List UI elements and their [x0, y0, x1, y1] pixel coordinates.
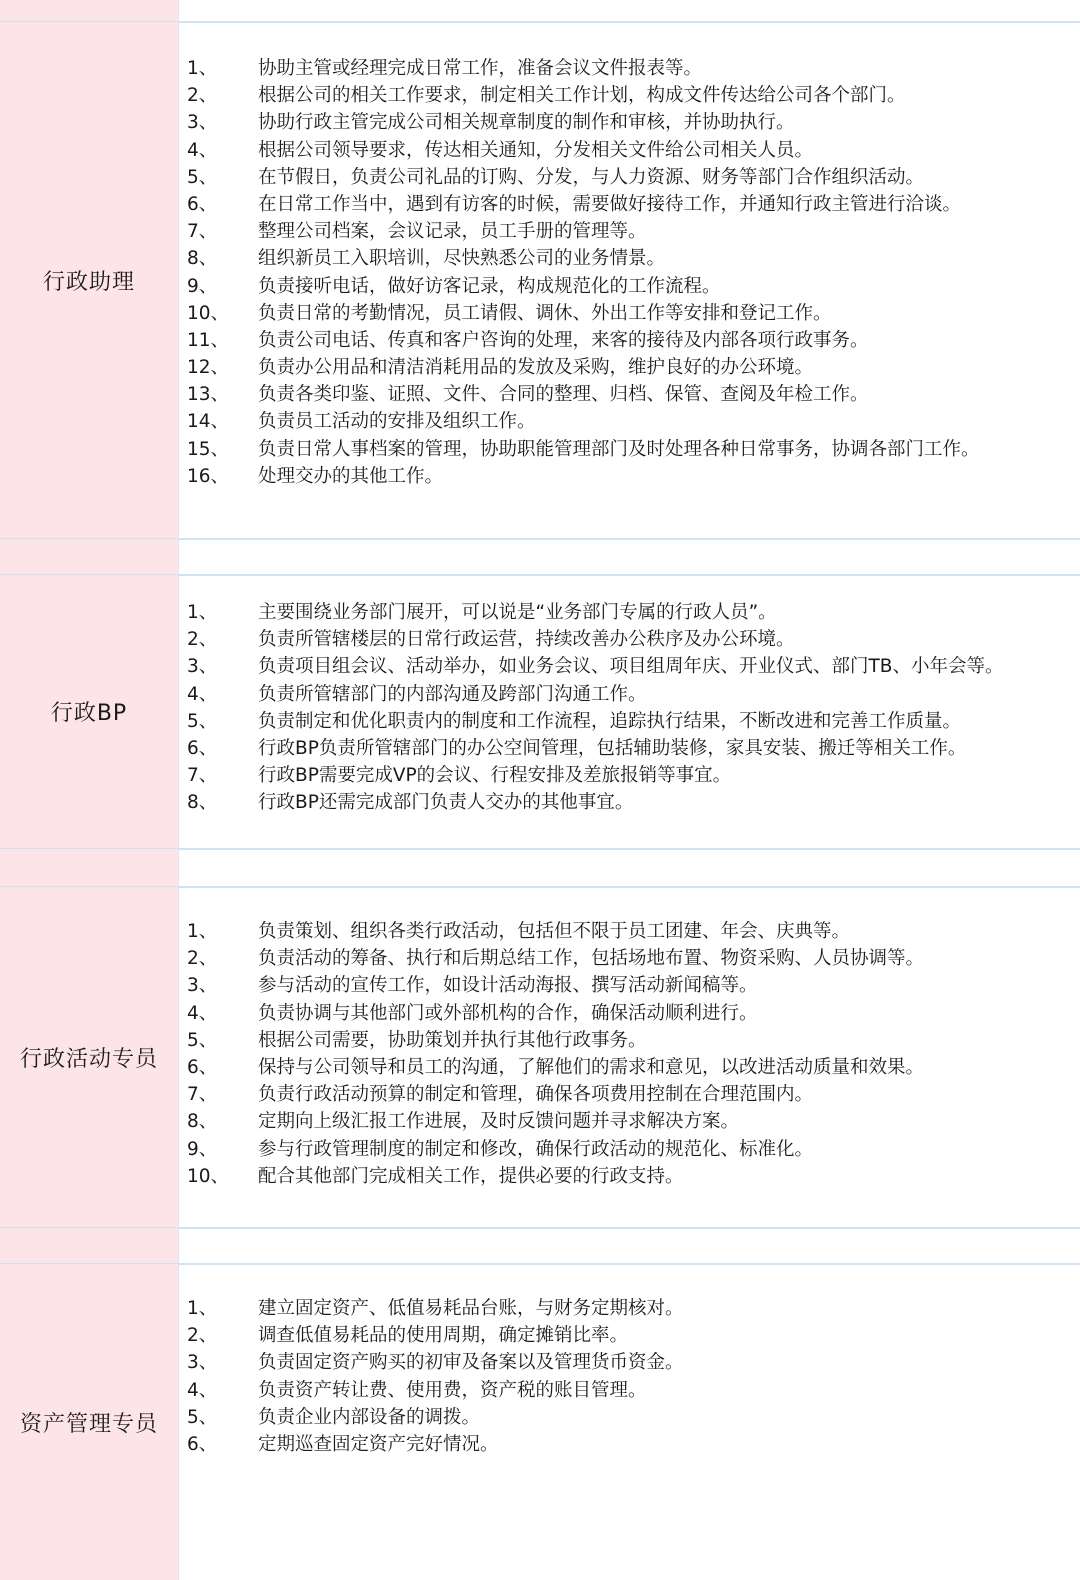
list-item: 3、 参与活动的宣传工作，如设计活动海报、撰写活动新闻稿等。	[187, 975, 758, 997]
spacer-row	[0, 0, 1080, 22]
list-item: 8、 行政BP还需完成部门负责人交办的其他事宜。	[187, 792, 634, 814]
list-item: 3、 负责固定资产购买的初审及备案以及管理货币资金。	[187, 1352, 684, 1374]
list-item: 15、 负责日常人事档案的管理，协助职能管理部门及时处理各种日常事务，协调各部门工作。	[187, 438, 980, 460]
section-content	[180, 887, 1080, 1227]
spacer-label-cell	[0, 539, 179, 575]
spacer-label-cell	[0, 1228, 179, 1264]
list-item: 8、 组织新员工入职培训，尽快熟悉公司的业务情景。	[187, 248, 666, 270]
list-item: 8、 定期向上级汇报工作进展，及时反馈问题并寻求解决方案。	[187, 1111, 740, 1133]
list-item: 1、 建立固定资产、低值易耗品台账，与财务定期核对。	[187, 1298, 684, 1319]
list-item: 5、 根据公司需要，协助策划并执行其他行政事务。	[187, 1029, 647, 1051]
list-item: 6、 在日常工作当中，遇到有访客的时候，需要做好接待工作，并通知行政主管进行洽谈。	[187, 193, 962, 215]
section-title	[0, 22, 179, 538]
section-title	[0, 1264, 179, 1580]
duty-list	[180, 1295, 1080, 1458]
list-item: 7、 负责行政活动预算的制定和管理，确保各项费用控制在合理范围内。	[187, 1084, 814, 1106]
section-title-text: 行政助理	[42, 269, 135, 295]
section-title	[0, 575, 179, 848]
list-item: 4、 根据公司领导要求，传达相关通知，分发相关文件给公司相关人员。	[187, 139, 814, 161]
section-title-text: 行政BP	[50, 701, 128, 726]
list-item: 14、 负责员工活动的安排及组织工作。	[187, 411, 536, 433]
list-item: 4、 负责所管辖部门的内部沟通及跨部门沟通工作。	[187, 683, 647, 705]
section-content	[180, 1264, 1080, 1580]
list-item: 1、 负责策划、组织各类行政活动，包括但不限于员工团建、年会、庆典等。	[187, 921, 851, 942]
section-title-text: 行政活动专员	[19, 1046, 158, 1072]
list-item: 2、 负责所管辖楼层的日常行政运营，持续改善办公秩序及办公环境。	[187, 629, 795, 651]
list-item: 1、 主要围绕业务部门展开，可以说是“业务部门专属的行政人员”。	[187, 602, 777, 623]
list-item: 9、 参与行政管理制度的制定和修改，确保行政活动的规范化、标准化。	[187, 1138, 814, 1160]
list-item: 7、 行政BP需要完成VP的会议、行程安排及差旅报销等事宜。	[187, 765, 732, 787]
section-admin-assistant	[0, 22, 1080, 538]
list-item: 4、 负责资产转让费、使用费，资产税的账目管理。	[187, 1379, 647, 1401]
list-item: 3、 负责项目组会议、活动举办，如业务会议、项目组周年庆、开业仪式、部门TB、小年会等。	[187, 656, 1004, 678]
list-item: 4、 负责协调与其他部门或外部机构的合作，确保活动顺利进行。	[187, 1002, 758, 1024]
list-item: 11、 负责公司电话、传真和客户咨询的处理，来客的接待及内部各项行政事务。	[187, 329, 869, 351]
list-item: 10、 负责日常的考勤情况，员工请假、调休、外出工作等安排和登记工作。	[187, 302, 832, 324]
spacer-label-cell	[0, 849, 179, 887]
section-admin-events-specialist	[0, 887, 1080, 1227]
list-item: 6、 保持与公司领导和员工的沟通，了解他们的需求和意见，以改进活动质量和效果。	[187, 1056, 925, 1078]
list-item: 10、 配合其他部门完成相关工作，提供必要的行政支持。	[187, 1165, 684, 1187]
duty-list	[180, 918, 1080, 1190]
spacer-label-cell	[0, 0, 179, 22]
list-item: 1、 协助主管或经理完成日常工作，准备会议文件报表等。	[187, 58, 703, 79]
list-item: 16、 处理交办的其他工作。	[187, 465, 444, 487]
list-item: 6、 行政BP负责所管辖部门的办公空间管理，包括辅助装修，家具安装、搬迁等相关工作。	[187, 737, 967, 759]
list-item: 2、 根据公司的相关工作要求，制定相关工作计划，构成文件传达给公司各个部门。	[187, 85, 906, 107]
list-item: 12、 负责办公用品和清洁消耗用品的发放及采购，维护良好的办公环境。	[187, 357, 814, 379]
list-item: 7、 整理公司档案，会议记录，员工手册的管理等。	[187, 221, 647, 243]
section-title	[0, 887, 179, 1227]
duty-list	[180, 599, 1080, 817]
list-item: 9、 负责接听电话，做好访客记录，构成规范化的工作流程。	[187, 275, 721, 297]
section-asset-management-specialist	[0, 1264, 1080, 1580]
section-content	[180, 575, 1080, 848]
list-item: 13、 负责各类印鉴、证照、文件、合同的整理、归档、保管、查阅及年检工作。	[187, 384, 869, 406]
duty-list	[180, 55, 1080, 490]
list-item: 2、 负责活动的筹备、执行和后期总结工作，包括场地布置、物资采购、人员协调等。	[187, 948, 925, 970]
list-item: 2、 调查低值易耗品的使用周期，确定摊销比率。	[187, 1325, 629, 1347]
list-item: 3、 协助行政主管完成公司相关规章制度的制作和审核，并协助执行。	[187, 112, 795, 134]
section-admin-bp	[0, 575, 1080, 848]
list-item: 5、 在节假日，负责公司礼品的订购、分发，与人力资源、财务等部门合作组织活动。	[187, 166, 925, 188]
list-item: 6、 定期巡查固定资产完好情况。	[187, 1433, 499, 1455]
list-item: 5、 负责制定和优化职责内的制度和工作流程，追踪执行结果，不断改进和完善工作质量。	[187, 710, 962, 732]
list-item: 5、 负责企业内部设备的调拨。	[187, 1406, 481, 1428]
spacer-row	[0, 849, 1080, 887]
section-content	[180, 22, 1080, 538]
spacer-row	[0, 539, 1080, 575]
section-title-text: 资产管理专员	[19, 1411, 158, 1437]
spacer-row	[0, 1228, 1080, 1264]
